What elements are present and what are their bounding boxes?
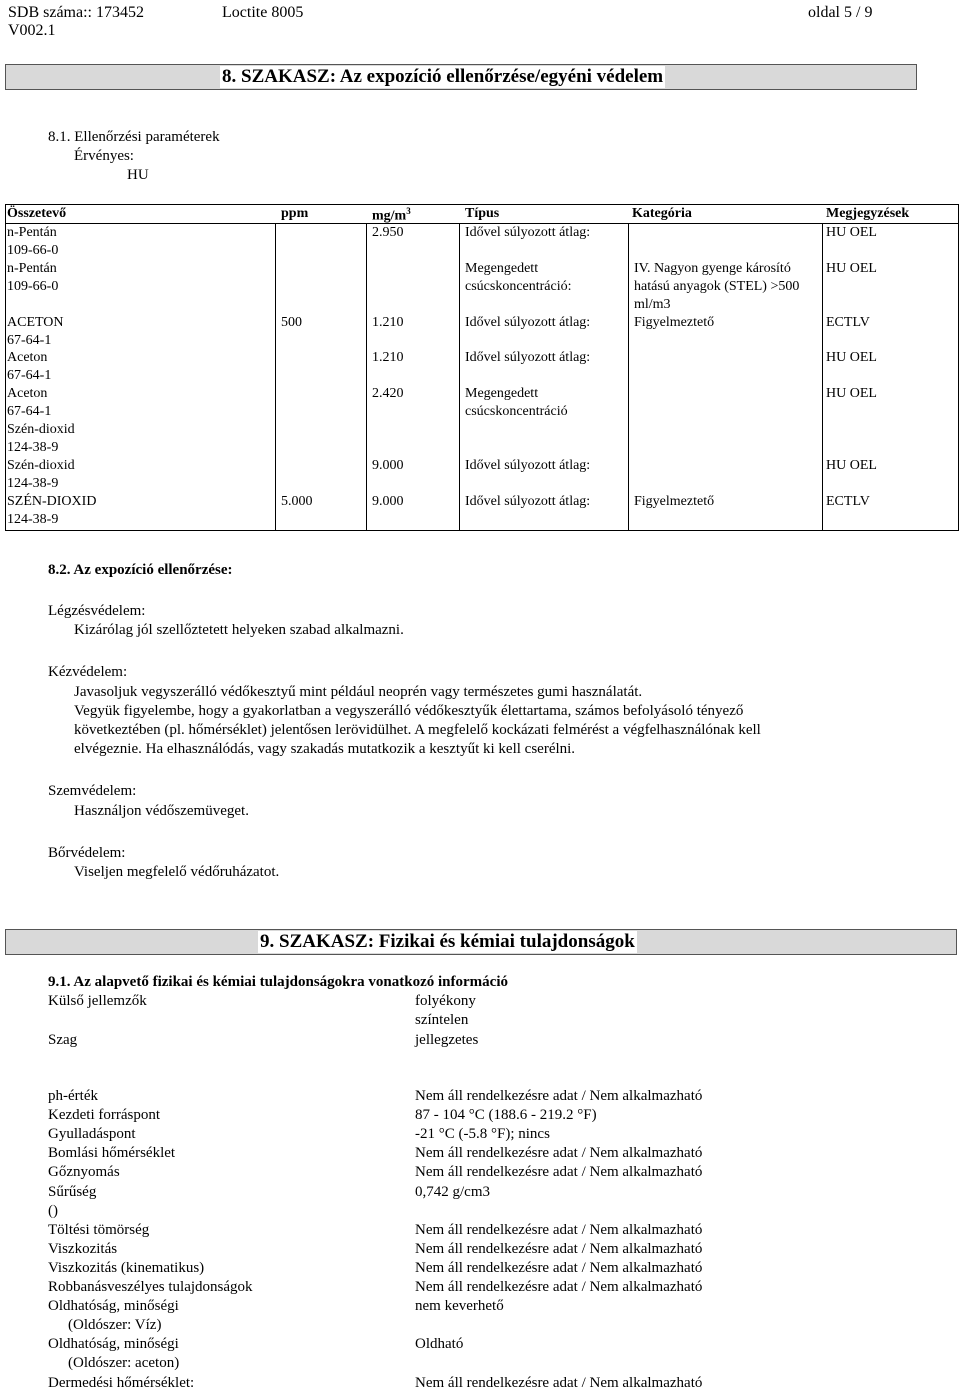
property-label: ()	[48, 1203, 58, 1219]
skin-label: Bőrvédelem:	[48, 845, 126, 861]
table-col-line	[958, 204, 959, 531]
property-label: Oldhatóság, minőségi	[48, 1336, 179, 1352]
version: V002.1	[8, 22, 56, 39]
table-row: Aceton 67-64-1	[7, 350, 52, 383]
sdb-number: SDB száma:: 173452	[8, 4, 144, 21]
cell-type: Idővel súlyozott átlag:	[465, 315, 591, 330]
section9-1-heading: 9.1. Az alapvető fizikai és kémiai tulajdonságokra vonatkozó információ	[48, 974, 508, 990]
odor-label: Szag	[48, 1032, 78, 1048]
hand-line: Vegyük figyelembe, hogy a gyakorlatban a vegyszerálló védőkesztyűk élettartama, számos befolyásoló tényező	[74, 703, 744, 719]
header-mg: $mg/m^3$	[372, 206, 411, 224]
property-label: Sűrűség	[48, 1184, 97, 1200]
product-name: Loctite 8005	[222, 4, 304, 21]
property-value: -21 °C (-5.8 °F); nincs	[415, 1126, 550, 1142]
property-label: (Oldószer: Víz)	[68, 1317, 162, 1333]
property-value: 0,742 g/cm3	[415, 1184, 490, 1200]
section8-2-heading: 8.2. Az expozíció ellenőrzése:	[48, 562, 233, 578]
header-ppm: ppm	[281, 206, 309, 221]
cell-ppm: 5.000	[281, 494, 313, 509]
property-value: Nem áll rendelkezésre adat / Nem alkalmazható	[415, 1164, 703, 1180]
property-label: Kezdeti forráspont	[48, 1107, 161, 1123]
hand-label: Kézvédelem:	[48, 664, 128, 680]
table-row: ACETON 67-64-1	[7, 315, 64, 348]
skin-text: Viseljen megfelelő védőruházatot.	[74, 864, 280, 880]
eye-label: Szemvédelem:	[48, 783, 137, 799]
property-label: ph-érték	[48, 1088, 98, 1104]
cell-ppm: 500	[281, 315, 302, 330]
property-value: Nem áll rendelkezésre adat / Nem alkalmazható	[415, 1222, 703, 1238]
appearance-value: színtelen	[415, 1012, 469, 1028]
property-value: Nem áll rendelkezésre adat / Nem alkalmazható	[415, 1088, 703, 1104]
property-value: Nem áll rendelkezésre adat / Nem alkalmazható	[415, 1260, 703, 1276]
property-value: 87 - 104 °C (188.6 - 219.2 °F)	[415, 1107, 597, 1123]
table-col-line	[366, 223, 367, 530]
table-border-top	[5, 204, 958, 205]
cell-category: Figyelmeztető	[634, 315, 715, 330]
property-label: Dermedési hőmérséklet:	[48, 1375, 195, 1391]
property-label: (Oldószer: aceton)	[68, 1355, 180, 1371]
header-component: Összetevő	[7, 206, 67, 221]
property-label: Viszkozitás	[48, 1241, 118, 1257]
cell-mg: 9.000	[372, 494, 404, 509]
header-mg-exponent: 3	[406, 206, 411, 216]
cell-type: Megengedett csúcskoncentráció:	[465, 261, 572, 294]
hand-line: elvégeznie. Ha elhasználódás, vagy szakadás mutatkozik a kesztyűt ki kell cserélni.	[74, 741, 576, 757]
table-row: Aceton 67-64-1	[7, 386, 52, 419]
property-label: Bomlási hőmérséklet	[48, 1145, 176, 1161]
cell-mg: 2.950	[372, 225, 404, 240]
property-label: Viszkozitás (kinematikus)	[48, 1260, 205, 1276]
property-label: Töltési tömörség	[48, 1222, 150, 1238]
cell-type: Idővel súlyozott átlag:	[465, 458, 591, 473]
table-row: Szén-dioxid 124-38-9	[7, 458, 75, 491]
table-col-line	[459, 223, 460, 530]
cell-type: Idővel súlyozott átlag:	[465, 494, 591, 509]
table-col-line	[822, 223, 823, 530]
cell-note: ECTLV	[826, 494, 870, 509]
table-row: n-Pentán 109-66-0	[7, 225, 59, 258]
section8-title: 8. SZAKASZ: Az expozíció ellenőrzése/egyéni védelem	[222, 66, 664, 87]
hand-line: Javasoljuk vegyszerálló védőkesztyű mint például neoprén vagy természetes gumi használatát.	[74, 684, 643, 700]
cell-mg: 1.210	[372, 350, 404, 365]
table-border-bottom	[5, 530, 958, 531]
appearance-value: folyékony	[415, 993, 476, 1009]
cell-note: HU OEL	[826, 225, 877, 240]
property-value: Nem áll rendelkezésre adat / Nem alkalmazható	[415, 1279, 703, 1295]
table-row: n-Pentán 109-66-0	[7, 261, 59, 294]
property-label: Robbanásveszélyes tulajdonságok	[48, 1279, 253, 1295]
valid-label: Érvényes:	[74, 148, 134, 164]
hand-line: következtében (pl. hőmérséklet) jelentősen lerövidülhet. A megfelelő kockázati felmérést a végfelhasználónak kell	[74, 722, 761, 738]
cell-mg: 2.420	[372, 386, 404, 401]
property-label: Oldhatóság, minőségi	[48, 1298, 179, 1314]
property-label: Gyulladáspont	[48, 1126, 136, 1142]
header-notes: Megjegyzések	[826, 206, 910, 221]
cell-note: HU OEL	[826, 350, 877, 365]
respiratory-label: Légzésvédelem:	[48, 603, 146, 619]
page-number: oldal 5 / 9	[808, 4, 873, 21]
table-row: SZÉN-DIOXID 124-38-9	[7, 494, 97, 527]
respiratory-text: Kizárólag jól szellőztetett helyeken szabad alkalmazni.	[74, 622, 404, 638]
property-value: Nem áll rendelkezésre adat / Nem alkalmazható	[415, 1375, 703, 1391]
header-category: Kategória	[632, 206, 692, 221]
table-col-line	[5, 204, 6, 531]
table-row: Szén-dioxid 124-38-9	[7, 422, 75, 455]
cell-category: IV. Nagyon gyenge károsító hatású anyagok (STEL) >500 ml/m3	[634, 261, 800, 312]
cell-note: HU OEL	[826, 261, 877, 276]
property-value: Nem áll rendelkezésre adat / Nem alkalmazható	[415, 1145, 703, 1161]
appearance-label: Külső jellemzők	[48, 993, 147, 1009]
cell-type: Idővel súlyozott átlag:	[465, 225, 591, 240]
valid-value: HU	[127, 167, 149, 183]
cell-mg: 9.000	[372, 458, 404, 473]
cell-type: Idővel súlyozott átlag:	[465, 350, 591, 365]
cell-mg: 1.210	[372, 315, 404, 330]
cell-type: Megengedett csúcskoncentráció	[465, 386, 568, 419]
odor-value: jellegzetes	[415, 1032, 479, 1048]
section8-1-heading: 8.1. Ellenőrzési paraméterek	[48, 129, 220, 145]
section9-title: 9. SZAKASZ: Fizikai és kémiai tulajdonságok	[260, 931, 635, 952]
eye-text: Használjon védőszemüveget.	[74, 803, 249, 819]
property-value: nem keverhető	[415, 1298, 504, 1314]
cell-note: ECTLV	[826, 315, 870, 330]
table-col-line	[275, 223, 276, 530]
cell-category: Figyelmeztető	[634, 494, 715, 509]
cell-note: HU OEL	[826, 458, 877, 473]
cell-note: HU OEL	[826, 386, 877, 401]
property-label: Gőznyomás	[48, 1164, 120, 1180]
table-col-line	[628, 223, 629, 530]
header-type: Típus	[465, 206, 500, 221]
property-value: Oldható	[415, 1336, 464, 1352]
property-value: Nem áll rendelkezésre adat / Nem alkalmazható	[415, 1241, 703, 1257]
